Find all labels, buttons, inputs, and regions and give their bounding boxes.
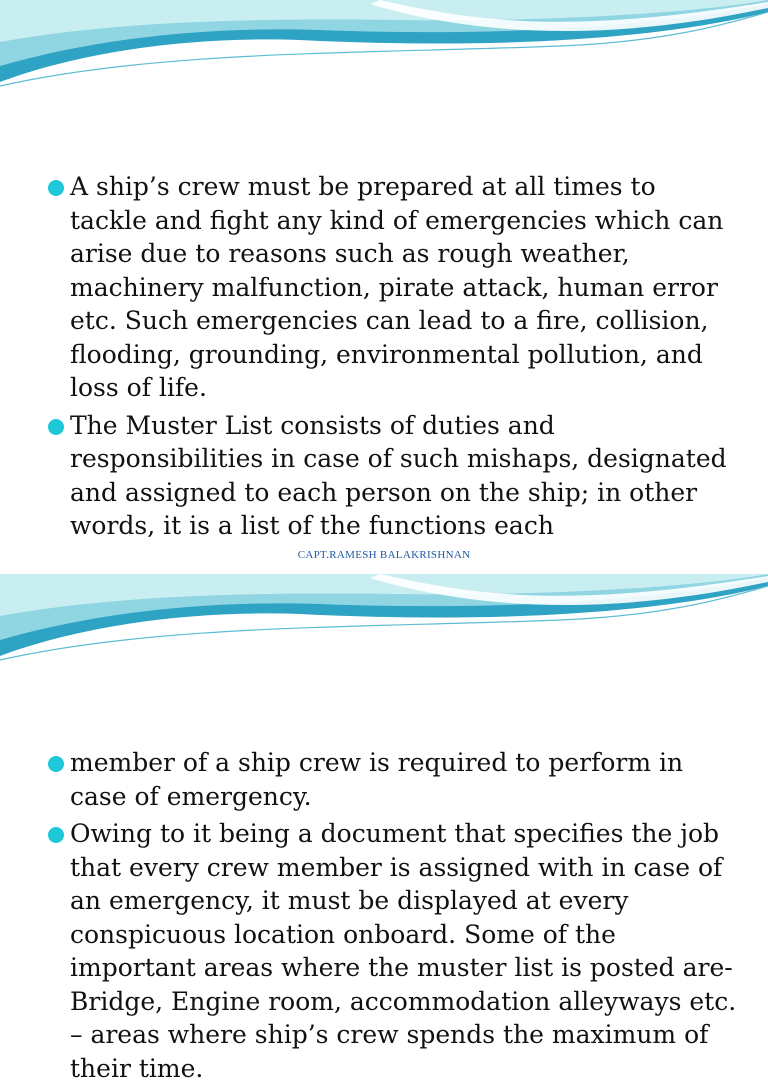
wave-header-decoration <box>0 574 768 674</box>
wave-header-decoration <box>0 0 768 100</box>
bullet-list <box>48 746 738 1089</box>
bullet-dot-icon <box>48 827 64 843</box>
bullet-dot-icon <box>48 419 64 435</box>
bullet-text: Owing to it being a document that specifies the job that every crew member is assigned with in case of an emergency, it must be displayed at every conspicuous location onboard. Some of the important areas where the muster list is posted are- Bridge, Engine room, accommodation alleyways etc. – areas where ship’s crew spends the maximum of their time. <box>70 819 737 1083</box>
bullet-text: member of a ship crew is required to perform in case of emergency. <box>70 748 684 811</box>
bullet-item <box>48 817 738 1085</box>
bullet-text: A ship’s crew must be prepared at all times to tackle and fight any kind of emergencies which can arise due to reasons such as rough weather, machinery malfunction, pirate attack, human error etc. Such emergencies can lead to a fire, collision, flooding, grounding, environmental pollution, and loss of life. <box>70 172 724 402</box>
slide-footer-author: CAPT.RAMESH BALAKRISHNAN <box>297 549 471 561</box>
bullet-item <box>48 746 738 813</box>
bullet-item <box>48 409 738 543</box>
bullet-list <box>48 170 738 547</box>
bullet-dot-icon <box>48 180 64 196</box>
bullet-dot-icon <box>48 756 64 772</box>
slide-2 <box>0 574 768 1083</box>
bullet-text: The Muster List consists of duties and responsibilities in case of such mishaps, designated and assigned to each person on the ship; in other words, it is a list of the functions each <box>70 410 727 540</box>
bullet-item <box>48 170 738 405</box>
